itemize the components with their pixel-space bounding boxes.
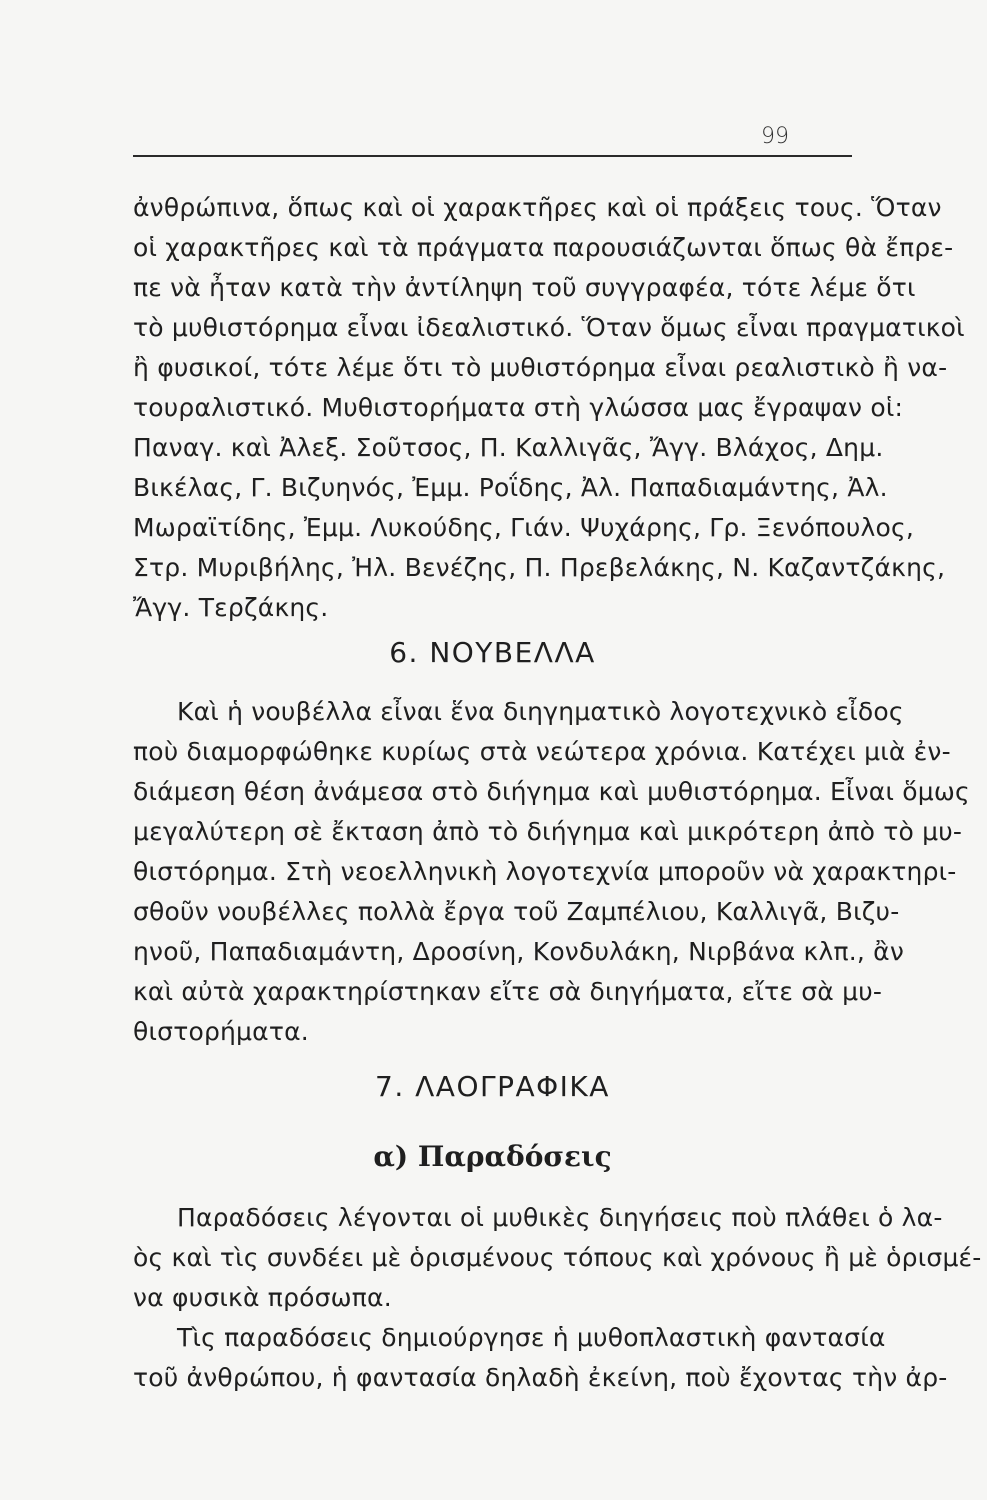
text-line: ἢ φυσικοί, τότε λέμε ὅτι τὸ μυθιστόρημα εἶναι ρεαλιστικὸ ἢ να-: [133, 353, 948, 382]
paragraph-novel-types: [133, 188, 965, 628]
text-line: σθοῦν νουβέλλες πολλὰ ἔργα τοῦ Ζαμπέλιου, Καλλιγᾶ, Βιζυ-: [133, 897, 900, 926]
section-heading-novella: 6. ΝΟΥΒΕΛΛΑ: [389, 636, 596, 669]
text-line: μεγαλύτερη σὲ ἔκταση ἀπὸ τὸ διήγημα καὶ μικρότερη ἀπὸ τὸ μυ-: [133, 817, 963, 846]
text-line: Καὶ ἡ νουβέλλα εἶναι ἕνα διηγηματικὸ λογοτεχνικὸ εἶδος: [177, 697, 904, 726]
text-line: Στρ. Μυριβήλης, Ἠλ. Βενέζης, Π. Πρεβελάκης, Ν. Καζαντζάκης,: [133, 553, 946, 582]
text-line: οἱ χαρακτῆρες καὶ τὰ πράγματα παρουσιάζωνται ὅπως θὰ ἔπρε-: [133, 233, 954, 262]
text-line: καὶ αὐτὰ χαρακτηρίστηκαν εἴτε σὰ διηγήματα, εἴτε σὰ μυ-: [133, 977, 883, 1006]
section-heading-folklore: 7. ΛΑΟΓΡΑΦΙΚΑ: [375, 1070, 610, 1103]
text-line: να φυσικὰ πρόσωπα.: [133, 1283, 392, 1312]
text-line: τοῦ ἀνθρώπου, ἡ φαντασία δηλαδὴ ἐκείνη, ποὺ ἔχοντας τὴν ἀρ-: [133, 1363, 948, 1392]
text-line: πε νὰ ἦταν κατὰ τὴν ἀντίληψη τοῦ συγγραφέα, τότε λέμε ὅτι: [133, 273, 916, 302]
paragraph-novella: [133, 692, 970, 1052]
text-line: Παραδόσεις λέγονται οἱ μυθικὲς διηγήσεις ποὺ πλάθει ὁ λα-: [177, 1203, 943, 1232]
paragraph-traditions-definition: [133, 1198, 982, 1318]
text-line: ὸς καὶ τὶς συνδέει μὲ ὁρισμένους τόπους καὶ χρόνους ἢ μὲ ὁρισμέ-: [133, 1243, 982, 1272]
text-line: Τὶς παραδόσεις δημιούργησε ἡ μυθοπλαστικὴ φαντασία: [177, 1323, 886, 1352]
text-line: Βικέλας, Γ. Βιζυηνός, Ἐμμ. Ροΐδης, Ἀλ. Παπαδιαμάντης, Ἀλ.: [133, 473, 888, 502]
text-line: ποὺ διαμορφώθηκε κυρίως στὰ νεώτερα χρόνια. Κατέχει μιὰ ἐν-: [133, 737, 951, 766]
paragraph-traditions-origin: [133, 1318, 948, 1398]
text-line: θιστόρημα. Στὴ νεοελληνικὴ λογοτεχνία μποροῦν νὰ χαρακτηρι-: [133, 857, 957, 886]
text-line: ηνοῦ, Παπαδιαμάντη, Δροσίνη, Κονδυλάκη, Νιρβάνα κλπ., ἂν: [133, 937, 905, 966]
header-rule: [133, 155, 852, 157]
text-line: Μωραϊτίδης, Ἐμμ. Λυκούδης, Γιάν. Ψυχάρης, Γρ. Ξενόπουλος,: [133, 513, 915, 542]
text-line: τουραλιστικό. Μυθιστορήματα στὴ γλώσσα μας ἔγραψαν οἱ:: [133, 393, 904, 422]
text-line: θιστορήματα.: [133, 1017, 309, 1046]
text-line: ἀνθρώπινα, ὅπως καὶ οἱ χαρακτῆρες καὶ οἱ πράξεις τους. Ὅταν: [133, 193, 942, 222]
subheading-traditions: α) Παραδόσεις: [373, 1140, 612, 1173]
text-line: διάμεση θέση ἀνάμεσα στὸ διήγημα καὶ μυθιστόρημα. Εἶναι ὅμως: [133, 777, 970, 806]
text-line: τὸ μυθιστόρημα εἶναι ἰδεαλιστικό. Ὅταν ὅμως εἶναι πραγματικοὶ: [133, 313, 965, 342]
text-line: Παναγ. καὶ Ἀλεξ. Σοῦτσος, Π. Καλλιγᾶς, Ἄγγ. Βλάχος, Δημ.: [133, 433, 884, 462]
text-line: Ἄγγ. Τερζάκης.: [133, 593, 329, 622]
page-number: 99: [761, 124, 789, 149]
